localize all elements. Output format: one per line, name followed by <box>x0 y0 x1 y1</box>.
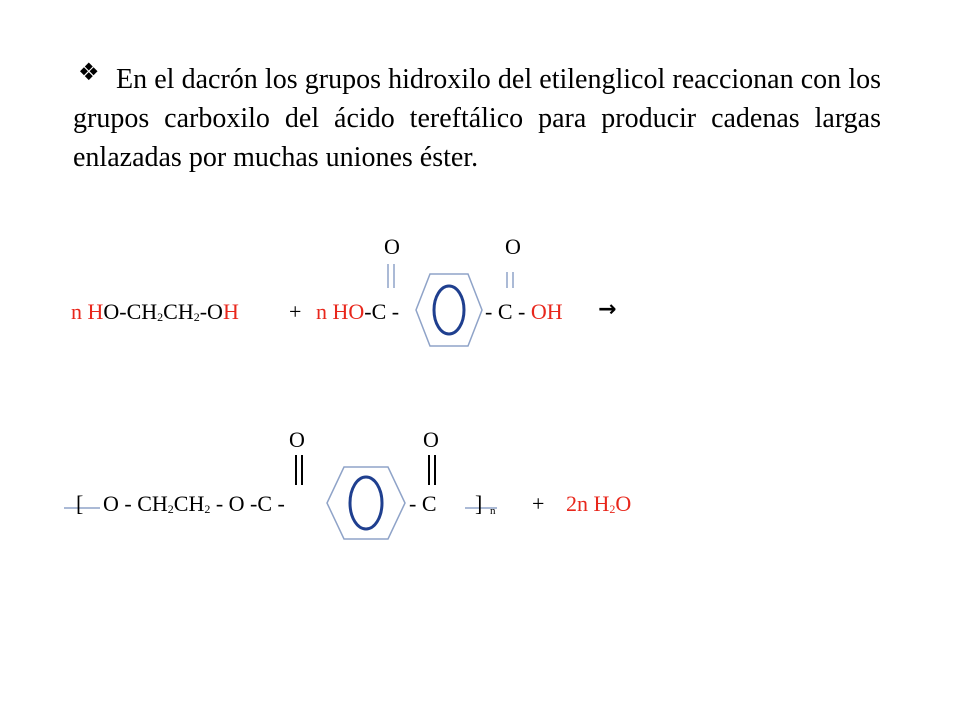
polymer-chain-right: - C <box>409 491 437 516</box>
reaction-2-plus: + <box>532 491 545 516</box>
water-product: 2n $H_2O$ <box>566 491 632 516</box>
polymer-bracket-close: ] <box>475 491 483 516</box>
reaction-1-reactant-acid-right: - C - OH <box>485 299 563 324</box>
double-bond-left <box>383 262 399 290</box>
polymer-carbonyl-oxygen-left: O <box>289 427 305 452</box>
benzene-ring-icon <box>415 272 483 348</box>
polymer-double-bond-right <box>425 454 439 486</box>
polymer-carbonyl-oxygen-right: O <box>423 427 439 452</box>
polymer-benzene-ring-icon <box>326 466 406 540</box>
polymer-double-bond-left <box>292 454 306 486</box>
carbonyl-oxygen-right: O <box>505 234 521 259</box>
reaction-1-reactant-glycol: n $HO-CH_2CH_2-OH$ <box>71 299 239 324</box>
double-bond-right <box>502 270 518 290</box>
carbonyl-oxygen-left: O <box>384 234 400 259</box>
description-paragraph: En el dacrón los grupos hidroxilo del etilenglicol reaccionan con los grupos carboxilo del ácido tereftálico para producir cadenas largas enlazadas por muchas uniones éster. <box>73 64 881 173</box>
polymer-bracket-open: [ <box>76 491 84 516</box>
polymer-chain-left: O - $CH_2CH_2$ - O -C - <box>103 491 285 516</box>
polymer-repeat-n: n <box>490 505 496 517</box>
reaction-1-plus: + <box>289 299 302 324</box>
reaction-arrow-icon: → <box>598 297 617 322</box>
reaction-1-reactant-acid-left: n HO-C - <box>316 299 400 324</box>
diamond-bullet-icon: ❖ <box>78 58 100 86</box>
